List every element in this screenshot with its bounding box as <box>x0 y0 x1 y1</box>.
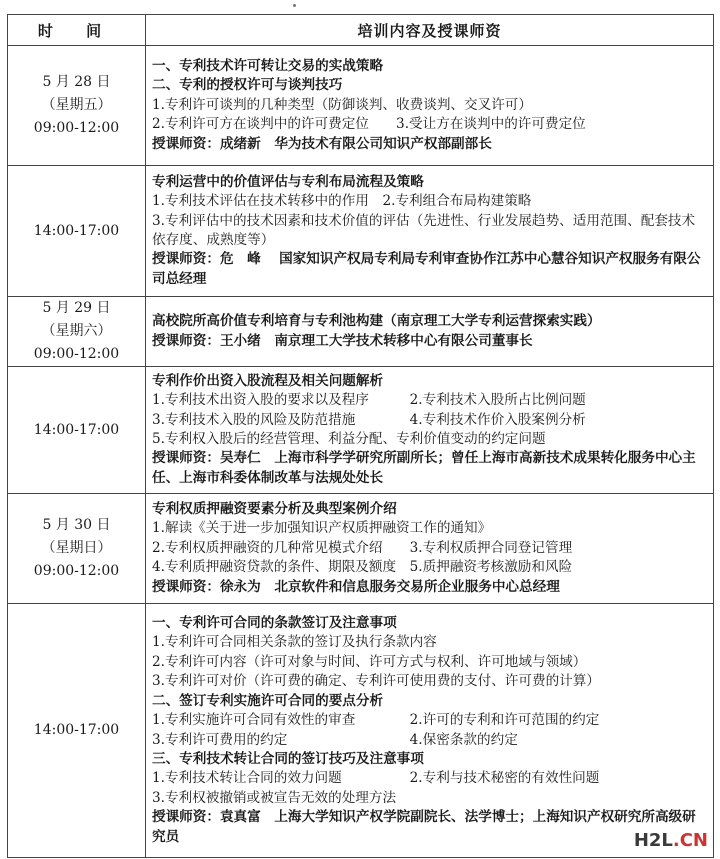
session-instructor: 授课师资：王小绪 南京理工大学技术转移中心有限公司董事长 <box>152 332 533 349</box>
session-time: 14:00-17:00 <box>8 367 146 494</box>
session-time: 5 月 30 日 （星期日） 09:00-12:00 <box>8 494 146 604</box>
header-row <box>8 15 714 46</box>
session-content <box>146 166 714 297</box>
schedule-table <box>7 14 714 858</box>
watermark-logo: H2L.CN <box>633 830 708 851</box>
content-column-header: 培训内容及授课师资 <box>146 15 714 46</box>
session-item: 4.专利质押融资贷款的条件、期限及额度 5.质押融资考核激励和风险 <box>152 559 573 576</box>
session-row <box>8 367 714 494</box>
session-topic: 二、签订专利实施许可合同的要点分析 <box>152 692 384 709</box>
session-row <box>8 494 714 604</box>
session-row <box>8 166 714 297</box>
session-time: 14:00-17:00 <box>8 604 146 858</box>
session-item: 1.专利技术出资入股的要求以及程序 2.专利技术入股所占比例问题 <box>152 392 586 409</box>
session-instructor: 授课师资：成绪新 华为技术有限公司知识产权部副部长 <box>152 135 492 152</box>
session-content <box>146 494 714 604</box>
time-column-header: 时 间 <box>8 15 146 46</box>
session-topic: 一、专利许可合同的条款签订及注意事项 <box>152 615 397 632</box>
session-item: 5.专利权入股后的经营管理、利益分配、专利价值变动的约定问题 <box>152 431 546 447</box>
session-content <box>146 604 714 858</box>
session-item: 1.专利实施许可合同有效性的审查 2.许可的专利和许可范围的约定 <box>152 712 600 729</box>
session-item: 3.专利许可费用的约定 4.保密条款的约定 <box>152 731 518 748</box>
session-item: 3.专利许可对价（许可费的确定、专利许可使用费的支付、许可费的计算） <box>152 673 600 690</box>
session-time: 5 月 28 日 （星期五） 09:00-12:00 <box>8 46 146 166</box>
session-topic: 专利作价出资入股流程及相关问题解析 <box>152 372 384 389</box>
session-content <box>146 297 714 367</box>
session-topic: 二、专利的授权许可与谈判技巧 <box>152 77 343 94</box>
session-item: 1.解读《关于进一步加强知识产权质押融资工作的通知》 <box>152 520 492 537</box>
session-time: 5 月 29 日 （星期六） 09:00-12:00 <box>8 297 146 367</box>
session-row <box>8 297 714 367</box>
session-item: 2.专利权质押融资的几种常见模式介绍 3.专利权质押合同登记管理 <box>152 539 573 556</box>
schedule-table-wrapper <box>7 14 713 858</box>
scan-dot <box>293 4 296 7</box>
session-row <box>8 46 714 166</box>
session-item: 3.专利权被撤销或被宣告无效的处理方法 <box>152 789 397 806</box>
session-item: 3.专利技术入股的风险及防范措施 4.专利技术作价入股案例分析 <box>152 411 586 428</box>
session-item: 1.专利许可合同相关条款的签订及执行条款内容 <box>152 634 437 651</box>
session-item: 1.专利技术转让合同的效力问题 2.专利与技术秘密的有效性问题 <box>152 770 600 787</box>
session-content <box>146 46 714 166</box>
session-instructor: 授课师资：袁真富 上海大学知识产权学院副院长、法学博士；上海知识产权研究所高级研究员 <box>152 809 696 845</box>
session-content <box>146 367 714 494</box>
session-item: 2.专利许可方在谈判中的许可费定位 3.受让方在谈判中的许可费定位 <box>152 116 586 133</box>
session-instructor: 授课师资：徐永为 北京软件和信息服务交易所企业服务中心总经理 <box>152 578 560 595</box>
session-item: 3.专利评估中的技术因素和技术价值的评估（先进性、行业发展趋势、适用范围、配套技术依存度、成熟度等） <box>152 212 696 248</box>
session-topic: 高校院所高价值专利培育与专利池构建（南京理工大学专利运营探索实践） <box>152 313 601 330</box>
session-topic: 三、专利技术转让合同的签订技巧及注意事项 <box>152 750 424 767</box>
session-topic: 专利运营中的价值评估与专利布局流程及策略 <box>152 173 424 190</box>
session-instructor: 授课师资：吴寿仁 上海市科学学研究所副所长；曾任上海市高新技术成果转化服务中心主任、上海市科委体制改革与法规处处长 <box>152 450 696 486</box>
session-item: 2.专利许可内容（许可对象与时间、许可方式与权利、许可地域与领域） <box>152 653 587 670</box>
session-item: 1.专利许可谈判的几种类型（防御谈判、收费谈判、交叉许可） <box>152 96 532 113</box>
session-row <box>8 604 714 858</box>
session-topic: 专利权质押融资要素分析及典型案例介绍 <box>152 500 397 517</box>
session-item: 1.专利技术评估在技术转移中的作用 2.专利组合布局构建策略 <box>152 193 532 210</box>
session-topic: 一、专利技术许可转让交易的实战策略 <box>152 57 384 74</box>
session-time: 14:00-17:00 <box>8 166 146 297</box>
session-instructor: 授课师资：危 峰 国家知识产权局专利局专利审查协作江苏中心慧谷知识产权服务有限公司总经理 <box>152 251 701 287</box>
